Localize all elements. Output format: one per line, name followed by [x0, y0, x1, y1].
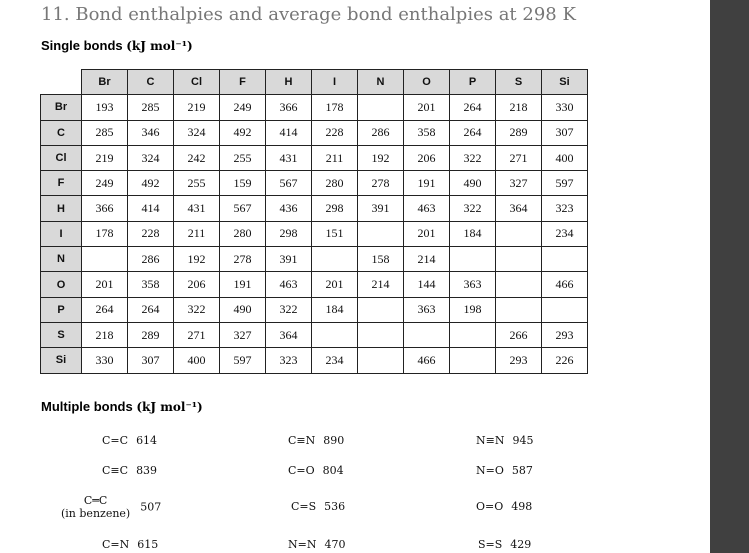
table-cell: 597 — [542, 171, 588, 196]
table-cell: 178 — [82, 221, 128, 246]
table-row — [41, 272, 588, 297]
single-bonds-unit: (kJ mol⁻¹) — [126, 39, 193, 53]
table-cell: 226 — [542, 348, 588, 373]
table-row — [41, 322, 588, 347]
table-cell: 280 — [220, 221, 266, 246]
table-cell: 567 — [220, 196, 266, 221]
table-header-row — [41, 70, 588, 95]
multiple-bond-entry — [291, 500, 345, 513]
table-corner — [41, 70, 82, 95]
table-cell: 492 — [128, 171, 174, 196]
table-cell: 322 — [450, 145, 496, 170]
single-bonds-table — [40, 69, 588, 374]
table-cell — [312, 247, 358, 272]
table-cell: 364 — [266, 322, 312, 347]
column-header: O — [404, 70, 450, 95]
table-cell: 358 — [404, 120, 450, 145]
table-cell: 358 — [128, 272, 174, 297]
column-header: H — [266, 70, 312, 95]
table-cell: 463 — [266, 272, 312, 297]
bond-value: 614 — [136, 434, 158, 447]
table-cell: 293 — [542, 322, 588, 347]
table-row — [41, 95, 588, 120]
table-cell: 307 — [542, 120, 588, 145]
table-cell: 490 — [450, 171, 496, 196]
bond-formula-stack — [61, 494, 130, 520]
table-cell: 414 — [266, 120, 312, 145]
table-cell: 158 — [358, 247, 404, 272]
bond-formula: S=S — [478, 538, 503, 551]
table-row — [41, 196, 588, 221]
table-cell: 298 — [266, 221, 312, 246]
row-header: H — [41, 196, 82, 221]
table-cell: 327 — [220, 322, 266, 347]
row-header: S — [41, 322, 82, 347]
table-row — [41, 145, 588, 170]
table-cell: 191 — [404, 171, 450, 196]
table-cell: 327 — [496, 171, 542, 196]
table-cell: 466 — [542, 272, 588, 297]
table-cell: 255 — [220, 145, 266, 170]
table-cell: 193 — [82, 95, 128, 120]
table-cell: 206 — [174, 272, 220, 297]
multiple-bond-entry — [102, 538, 158, 551]
bond-formula: C═C — [83, 494, 108, 507]
bond-value: 945 — [512, 434, 534, 447]
bond-formula: C=N — [102, 538, 130, 551]
table-cell: 364 — [496, 196, 542, 221]
table-cell: 597 — [220, 348, 266, 373]
table-cell — [312, 322, 358, 347]
row-header: Cl — [41, 145, 82, 170]
table-cell: 322 — [450, 196, 496, 221]
column-header: S — [496, 70, 542, 95]
table-cell: 218 — [82, 322, 128, 347]
bond-value: 429 — [510, 538, 532, 551]
table-cell: 278 — [220, 247, 266, 272]
table-cell — [496, 297, 542, 322]
bond-formula: C≡N — [288, 434, 316, 447]
table-cell: 285 — [82, 120, 128, 145]
table-cell: 280 — [312, 171, 358, 196]
table-cell: 191 — [220, 272, 266, 297]
table-cell: 330 — [82, 348, 128, 373]
table-cell — [358, 297, 404, 322]
table-cell: 192 — [174, 247, 220, 272]
table-cell: 391 — [358, 196, 404, 221]
table-cell: 234 — [312, 348, 358, 373]
table-cell: 214 — [404, 247, 450, 272]
table-cell: 151 — [312, 221, 358, 246]
table-cell: 211 — [174, 221, 220, 246]
bond-value: 839 — [136, 464, 158, 477]
table-cell — [358, 95, 404, 120]
table-cell: 266 — [496, 322, 542, 347]
table-row — [41, 247, 588, 272]
table-cell: 264 — [128, 297, 174, 322]
column-header: F — [220, 70, 266, 95]
table-cell: 201 — [404, 221, 450, 246]
table-cell: 463 — [404, 196, 450, 221]
bond-value: 615 — [137, 538, 159, 551]
bond-formula: O=O — [476, 500, 504, 513]
table-cell: 228 — [128, 221, 174, 246]
column-header: P — [450, 70, 496, 95]
bond-value: 587 — [511, 464, 533, 477]
table-cell: 323 — [542, 196, 588, 221]
bond-formula: C=C — [102, 434, 129, 447]
row-header: P — [41, 297, 82, 322]
table-cell — [450, 348, 496, 373]
table-cell: 184 — [312, 297, 358, 322]
table-cell: 201 — [404, 95, 450, 120]
table-cell: 159 — [220, 171, 266, 196]
bond-formula: C=S — [291, 500, 317, 513]
table-cell — [450, 322, 496, 347]
multiple-bond-entry — [476, 500, 532, 513]
multiple-bond-entry — [61, 494, 161, 520]
column-header: Cl — [174, 70, 220, 95]
table-cell: 285 — [128, 95, 174, 120]
table-cell: 492 — [220, 120, 266, 145]
multiple-bond-entry — [102, 464, 157, 477]
table-cell: 198 — [450, 297, 496, 322]
bond-formula: N≡N — [476, 434, 505, 447]
table-cell: 323 — [266, 348, 312, 373]
table-cell: 286 — [128, 247, 174, 272]
table-cell: 324 — [128, 145, 174, 170]
bond-value: 890 — [323, 434, 345, 447]
table-cell: 242 — [174, 145, 220, 170]
table-cell: 228 — [312, 120, 358, 145]
column-header: Br — [82, 70, 128, 95]
table-cell: 363 — [404, 297, 450, 322]
multiple-bonds-label: Multiple bonds — [41, 399, 133, 414]
table-cell — [358, 322, 404, 347]
column-header: N — [358, 70, 404, 95]
table-row — [41, 297, 588, 322]
multiple-bond-entry — [288, 434, 344, 447]
table-row — [41, 348, 588, 373]
table-cell: 322 — [174, 297, 220, 322]
table-cell: 264 — [82, 297, 128, 322]
table-cell — [496, 272, 542, 297]
table-cell — [496, 221, 542, 246]
table-cell: 366 — [266, 95, 312, 120]
table-cell: 431 — [174, 196, 220, 221]
row-header: Si — [41, 348, 82, 373]
column-header: C — [128, 70, 174, 95]
row-header: Br — [41, 95, 82, 120]
table-row — [41, 221, 588, 246]
multiple-bonds-heading — [41, 399, 203, 414]
table-cell: 286 — [358, 120, 404, 145]
multiple-bond-entry — [288, 464, 344, 477]
table-cell: 567 — [266, 171, 312, 196]
table-cell: 249 — [220, 95, 266, 120]
table-cell — [542, 297, 588, 322]
table-cell: 234 — [542, 221, 588, 246]
table-cell: 178 — [312, 95, 358, 120]
table-cell: 324 — [174, 120, 220, 145]
bond-value: 470 — [324, 538, 346, 551]
table-cell: 264 — [450, 95, 496, 120]
multiple-bond-entry — [102, 434, 157, 447]
table-row — [41, 171, 588, 196]
table-cell: 466 — [404, 348, 450, 373]
bond-formula: C≡C — [102, 464, 129, 477]
column-header: Si — [542, 70, 588, 95]
table-cell: 201 — [312, 272, 358, 297]
row-header: O — [41, 272, 82, 297]
table-cell — [358, 348, 404, 373]
table-cell: 298 — [312, 196, 358, 221]
bond-value: 804 — [322, 464, 344, 477]
table-cell: 255 — [174, 171, 220, 196]
table-cell: 414 — [128, 196, 174, 221]
table-cell: 219 — [174, 95, 220, 120]
row-header: C — [41, 120, 82, 145]
table-cell: 391 — [266, 247, 312, 272]
table-cell: 271 — [496, 145, 542, 170]
table-cell — [542, 247, 588, 272]
bond-value: 498 — [511, 500, 533, 513]
bond-formula: N=N — [288, 538, 317, 551]
table-cell: 219 — [82, 145, 128, 170]
multiple-bonds-unit: (kJ mol⁻¹) — [136, 400, 203, 414]
table-cell — [496, 247, 542, 272]
table-cell: 278 — [358, 171, 404, 196]
table-cell: 289 — [496, 120, 542, 145]
multiple-bond-entry — [478, 538, 531, 551]
table-cell: 206 — [404, 145, 450, 170]
table-cell: 201 — [82, 272, 128, 297]
bond-formula: C=O — [288, 464, 315, 477]
table-cell: 144 — [404, 272, 450, 297]
bond-value: 507 — [140, 500, 162, 514]
table-cell — [404, 322, 450, 347]
table-cell: 400 — [174, 348, 220, 373]
table-cell: 211 — [312, 145, 358, 170]
table-cell: 289 — [128, 322, 174, 347]
row-header: I — [41, 221, 82, 246]
row-header: F — [41, 171, 82, 196]
table-cell: 264 — [450, 120, 496, 145]
table-cell: 330 — [542, 95, 588, 120]
row-header: N — [41, 247, 82, 272]
column-header: I — [312, 70, 358, 95]
single-bonds-label: Single bonds — [41, 38, 123, 53]
table-cell: 293 — [496, 348, 542, 373]
bond-note: (in benzene) — [61, 507, 131, 520]
table-cell: 249 — [82, 171, 128, 196]
table-cell — [358, 221, 404, 246]
page-title: 11. Bond enthalpies and average bond enthalpies at 298 K — [41, 4, 576, 25]
table-cell: 192 — [358, 145, 404, 170]
table-cell: 436 — [266, 196, 312, 221]
table-cell: 184 — [450, 221, 496, 246]
table-cell: 431 — [266, 145, 312, 170]
table-cell: 400 — [542, 145, 588, 170]
table-cell: 307 — [128, 348, 174, 373]
table-cell: 363 — [450, 272, 496, 297]
multiple-bond-entry — [476, 464, 533, 477]
table-row — [41, 120, 588, 145]
single-bonds-heading — [41, 38, 193, 53]
table-cell: 490 — [220, 297, 266, 322]
table-cell — [450, 247, 496, 272]
table-cell: 322 — [266, 297, 312, 322]
multiple-bond-entry — [288, 538, 345, 551]
bond-value: 536 — [324, 500, 346, 513]
table-cell: 366 — [82, 196, 128, 221]
viewer-sidebar — [710, 0, 749, 553]
table-cell: 214 — [358, 272, 404, 297]
table-cell: 271 — [174, 322, 220, 347]
table-cell: 218 — [496, 95, 542, 120]
multiple-bond-entry — [476, 434, 533, 447]
table-cell — [82, 247, 128, 272]
bond-formula: N=O — [476, 464, 504, 477]
table-cell: 346 — [128, 120, 174, 145]
